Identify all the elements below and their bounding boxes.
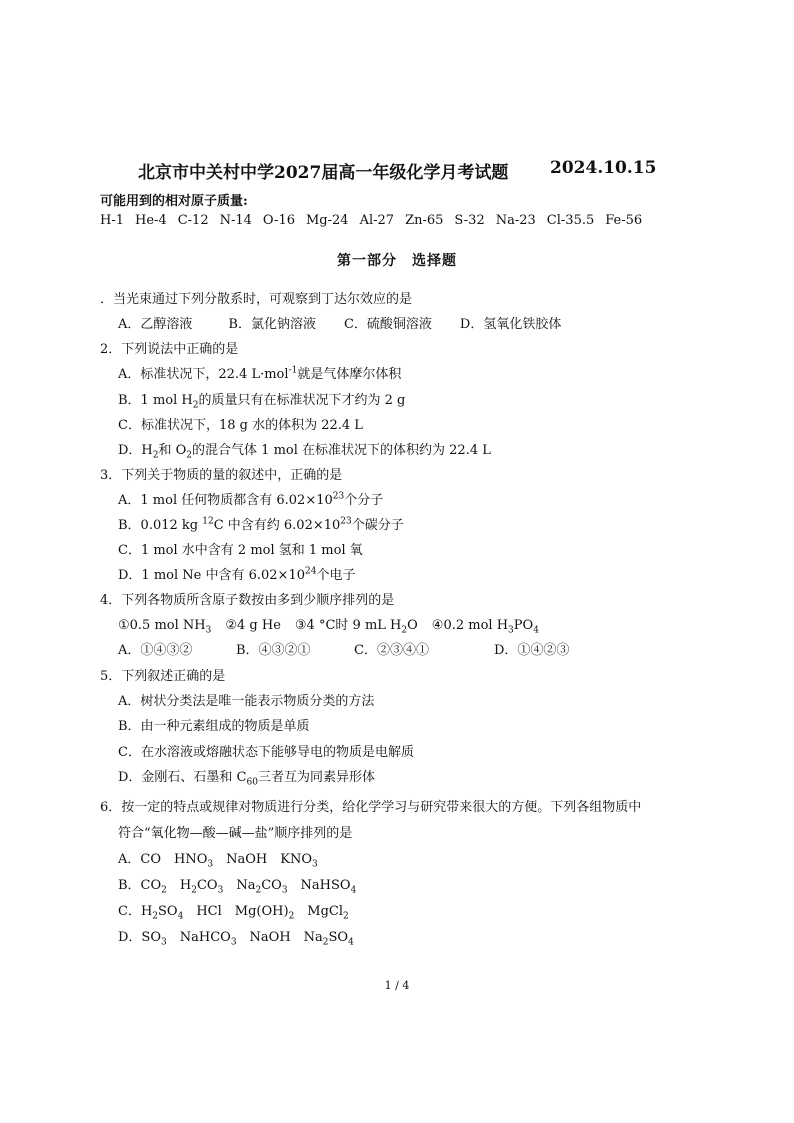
atomic-mass-item: N-14 bbox=[219, 213, 252, 228]
question-4-options bbox=[118, 639, 569, 658]
item-text: ③4 °C时 9 mL H bbox=[294, 618, 402, 633]
subscript: 2 bbox=[401, 625, 408, 636]
question-2-option-a bbox=[118, 363, 401, 382]
subscript: 3 bbox=[161, 937, 167, 948]
option-text: A．CO HNO bbox=[118, 852, 208, 867]
superscript: 23 bbox=[332, 491, 345, 502]
option-text: CO bbox=[261, 878, 282, 893]
question-2-stem: 2．下列说法中正确的是 bbox=[100, 342, 239, 357]
subscript: 2 bbox=[152, 911, 159, 922]
question-5-stem: 5．下列叙述正确的是 bbox=[100, 669, 226, 684]
option-text: B．1 mol H bbox=[118, 393, 193, 408]
option-text: NaOH KNO bbox=[213, 852, 312, 867]
atomic-mass-item: Na-23 bbox=[495, 213, 536, 228]
question-2-option-c: C．标准状况下，18 g 水的体积为 22.4 L bbox=[118, 418, 363, 433]
option-text: NaHCO bbox=[166, 930, 231, 945]
option-c: C．②③④① bbox=[354, 643, 429, 658]
option-text: 三者互为同素异形体 bbox=[257, 770, 375, 785]
question-6-option-b bbox=[118, 874, 357, 896]
option-d: D．氢氧化铁胶体 bbox=[459, 317, 562, 332]
subscript: 3 bbox=[205, 625, 212, 636]
atomic-mass-item: C-12 bbox=[177, 213, 209, 228]
atomic-mass-list bbox=[100, 213, 653, 228]
option-text: A．标准状况下，22.4 L·mol bbox=[118, 367, 289, 382]
option-text: SO bbox=[158, 904, 178, 919]
option-c: C．硫酸铜溶液 bbox=[343, 317, 432, 332]
question-6-stem-line-2: 符合“氧化物—酸—碱—盐”顺序排列的是 bbox=[118, 826, 353, 841]
question-6-option-a bbox=[118, 848, 318, 870]
title-row bbox=[138, 158, 658, 184]
option-b: B．氯化钠溶液 bbox=[228, 317, 316, 332]
option-text: H bbox=[166, 878, 192, 893]
subscript: 3 bbox=[207, 859, 214, 870]
superscript: -1 bbox=[288, 365, 298, 376]
item-1 bbox=[118, 618, 212, 636]
option-text: C 中含有约 6.02×10 bbox=[213, 518, 341, 533]
question-5-option-c: C．在水溶液或熔融状态下能够导电的物质是电解质 bbox=[118, 745, 414, 760]
option-text: 的质量只有在标准状况下才约为 2 g bbox=[198, 393, 406, 408]
option-text: 就是气体摩尔体积 bbox=[297, 367, 402, 382]
subscript: 2 bbox=[288, 911, 295, 922]
option-text: D．1 mol Ne 中含有 6.02×10 bbox=[118, 568, 305, 583]
subscript: 2 bbox=[255, 885, 262, 896]
atomic-mass-item: Fe-56 bbox=[605, 213, 643, 228]
atomic-mass-item: Mg-24 bbox=[306, 213, 349, 228]
question-5-option-a: A．树状分类法是唯一能表示物质分类的方法 bbox=[118, 694, 375, 709]
subscript: 3 bbox=[217, 885, 224, 896]
atomic-mass-item: Al-27 bbox=[359, 213, 395, 228]
superscript: 24 bbox=[304, 566, 317, 577]
option-text: HCl Mg(OH) bbox=[183, 904, 289, 919]
subscript: 2 bbox=[322, 937, 329, 948]
option-text: Na bbox=[223, 878, 256, 893]
subscript: 3 bbox=[230, 937, 237, 948]
exam-title: 北京市中关村中学2027届高一年级化学月考试题 bbox=[138, 163, 509, 183]
item-2: ②4 g He bbox=[225, 618, 281, 633]
atomic-mass-item: O-16 bbox=[262, 213, 295, 228]
item-3 bbox=[294, 618, 418, 636]
subscript: 3 bbox=[311, 859, 318, 870]
page-number: 1 / 4 bbox=[384, 979, 410, 992]
question-6-stem-line-1: 6．按一定的特点或规律对物质进行分类，给化学学习与研究带来很大的方便。下列各组物质中 bbox=[100, 800, 642, 815]
question-3-option-c: C．1 mol 水中含有 2 mol 氢和 1 mol 氧 bbox=[118, 543, 363, 558]
question-2-option-b bbox=[118, 389, 406, 411]
subscript: 4 bbox=[177, 911, 184, 922]
option-text: 个分子 bbox=[344, 493, 384, 508]
subscript: 2 bbox=[152, 450, 159, 461]
option-a: A．乙醇溶液 bbox=[118, 317, 193, 332]
subscript: 4 bbox=[533, 625, 539, 636]
option-text: C．H bbox=[118, 904, 153, 919]
question-4-items bbox=[118, 614, 539, 636]
atomic-mass-item: Cl-35.5 bbox=[546, 213, 595, 228]
item-text: O bbox=[407, 618, 418, 633]
option-text: D．H bbox=[118, 443, 153, 458]
option-text: B．0.012 kg bbox=[118, 518, 203, 533]
item-4 bbox=[431, 618, 539, 636]
item-text: ④0.2 mol H bbox=[431, 618, 509, 633]
subscript: 2 bbox=[191, 885, 197, 896]
option-d: D．①④②③ bbox=[494, 643, 570, 658]
option-text: 个电子 bbox=[316, 568, 356, 583]
question-6-option-d bbox=[118, 926, 354, 948]
option-text: B．CO bbox=[118, 878, 162, 893]
option-text: 和 O bbox=[158, 443, 187, 458]
question-5-option-d bbox=[118, 766, 375, 788]
option-text: MgCl bbox=[294, 904, 344, 919]
question-3-option-b bbox=[118, 514, 404, 533]
subscript: 2 bbox=[186, 450, 193, 461]
atomic-mass-label: 可能用到的相对原子质量: bbox=[100, 194, 248, 209]
question-6-option-c bbox=[118, 900, 349, 922]
option-text: D．SO bbox=[118, 930, 161, 945]
atomic-mass-item: He-4 bbox=[135, 213, 167, 228]
option-text: SO bbox=[328, 930, 349, 945]
question-5-option-b: B．由一种元素组成的物质是单质 bbox=[118, 719, 310, 734]
question-1-stem: ．当光束通过下列分散系时，可观察到丁达尔效应的是 bbox=[100, 292, 413, 307]
item-text: ①0.5 mol NH bbox=[118, 618, 206, 633]
option-text: 的混合气体 1 mol 在标准状况下的体积约为 22.4 L bbox=[192, 443, 491, 458]
section-title: 第一部分 选择题 bbox=[337, 253, 457, 269]
subscript: 2 bbox=[343, 911, 349, 922]
question-3-option-a bbox=[118, 489, 383, 508]
option-text: NaOH Na bbox=[236, 930, 323, 945]
atomic-mass-item: Zn-65 bbox=[405, 213, 444, 228]
subscript: 3 bbox=[508, 625, 514, 636]
subscript: 2 bbox=[161, 885, 167, 896]
question-2-option-d bbox=[118, 439, 491, 461]
atomic-mass-item: S-32 bbox=[454, 213, 485, 228]
question-3-stem: 3．下列关于物质的量的叙述中，正确的是 bbox=[100, 468, 343, 483]
option-b: B．④③②① bbox=[236, 643, 311, 658]
atomic-mass-item: H-1 bbox=[100, 213, 125, 228]
subscript: 3 bbox=[281, 885, 288, 896]
question-1-options bbox=[118, 313, 561, 332]
option-text: CO bbox=[196, 878, 218, 893]
subscript: 4 bbox=[348, 937, 354, 948]
option-text: NaHSO bbox=[287, 878, 351, 893]
item-text: PO bbox=[513, 618, 534, 633]
option-text: D．金刚石、石墨和 C bbox=[118, 770, 247, 785]
question-3-option-d bbox=[118, 564, 355, 583]
subscript: 60 bbox=[246, 777, 258, 788]
option-a: A．①④③② bbox=[118, 643, 193, 658]
option-text: 个碳分子 bbox=[351, 518, 404, 533]
option-text: A．1 mol 任何物质都含有 6.02×10 bbox=[118, 493, 333, 508]
superscript: 12 bbox=[202, 516, 214, 527]
exam-date: 2024.10.15 bbox=[550, 158, 657, 178]
superscript: 23 bbox=[340, 516, 352, 527]
subscript: 2 bbox=[192, 400, 199, 411]
question-4-stem: 4．下列各物质所含原子数按由多到少顺序排列的是 bbox=[100, 593, 395, 608]
subscript: 4 bbox=[350, 885, 357, 896]
